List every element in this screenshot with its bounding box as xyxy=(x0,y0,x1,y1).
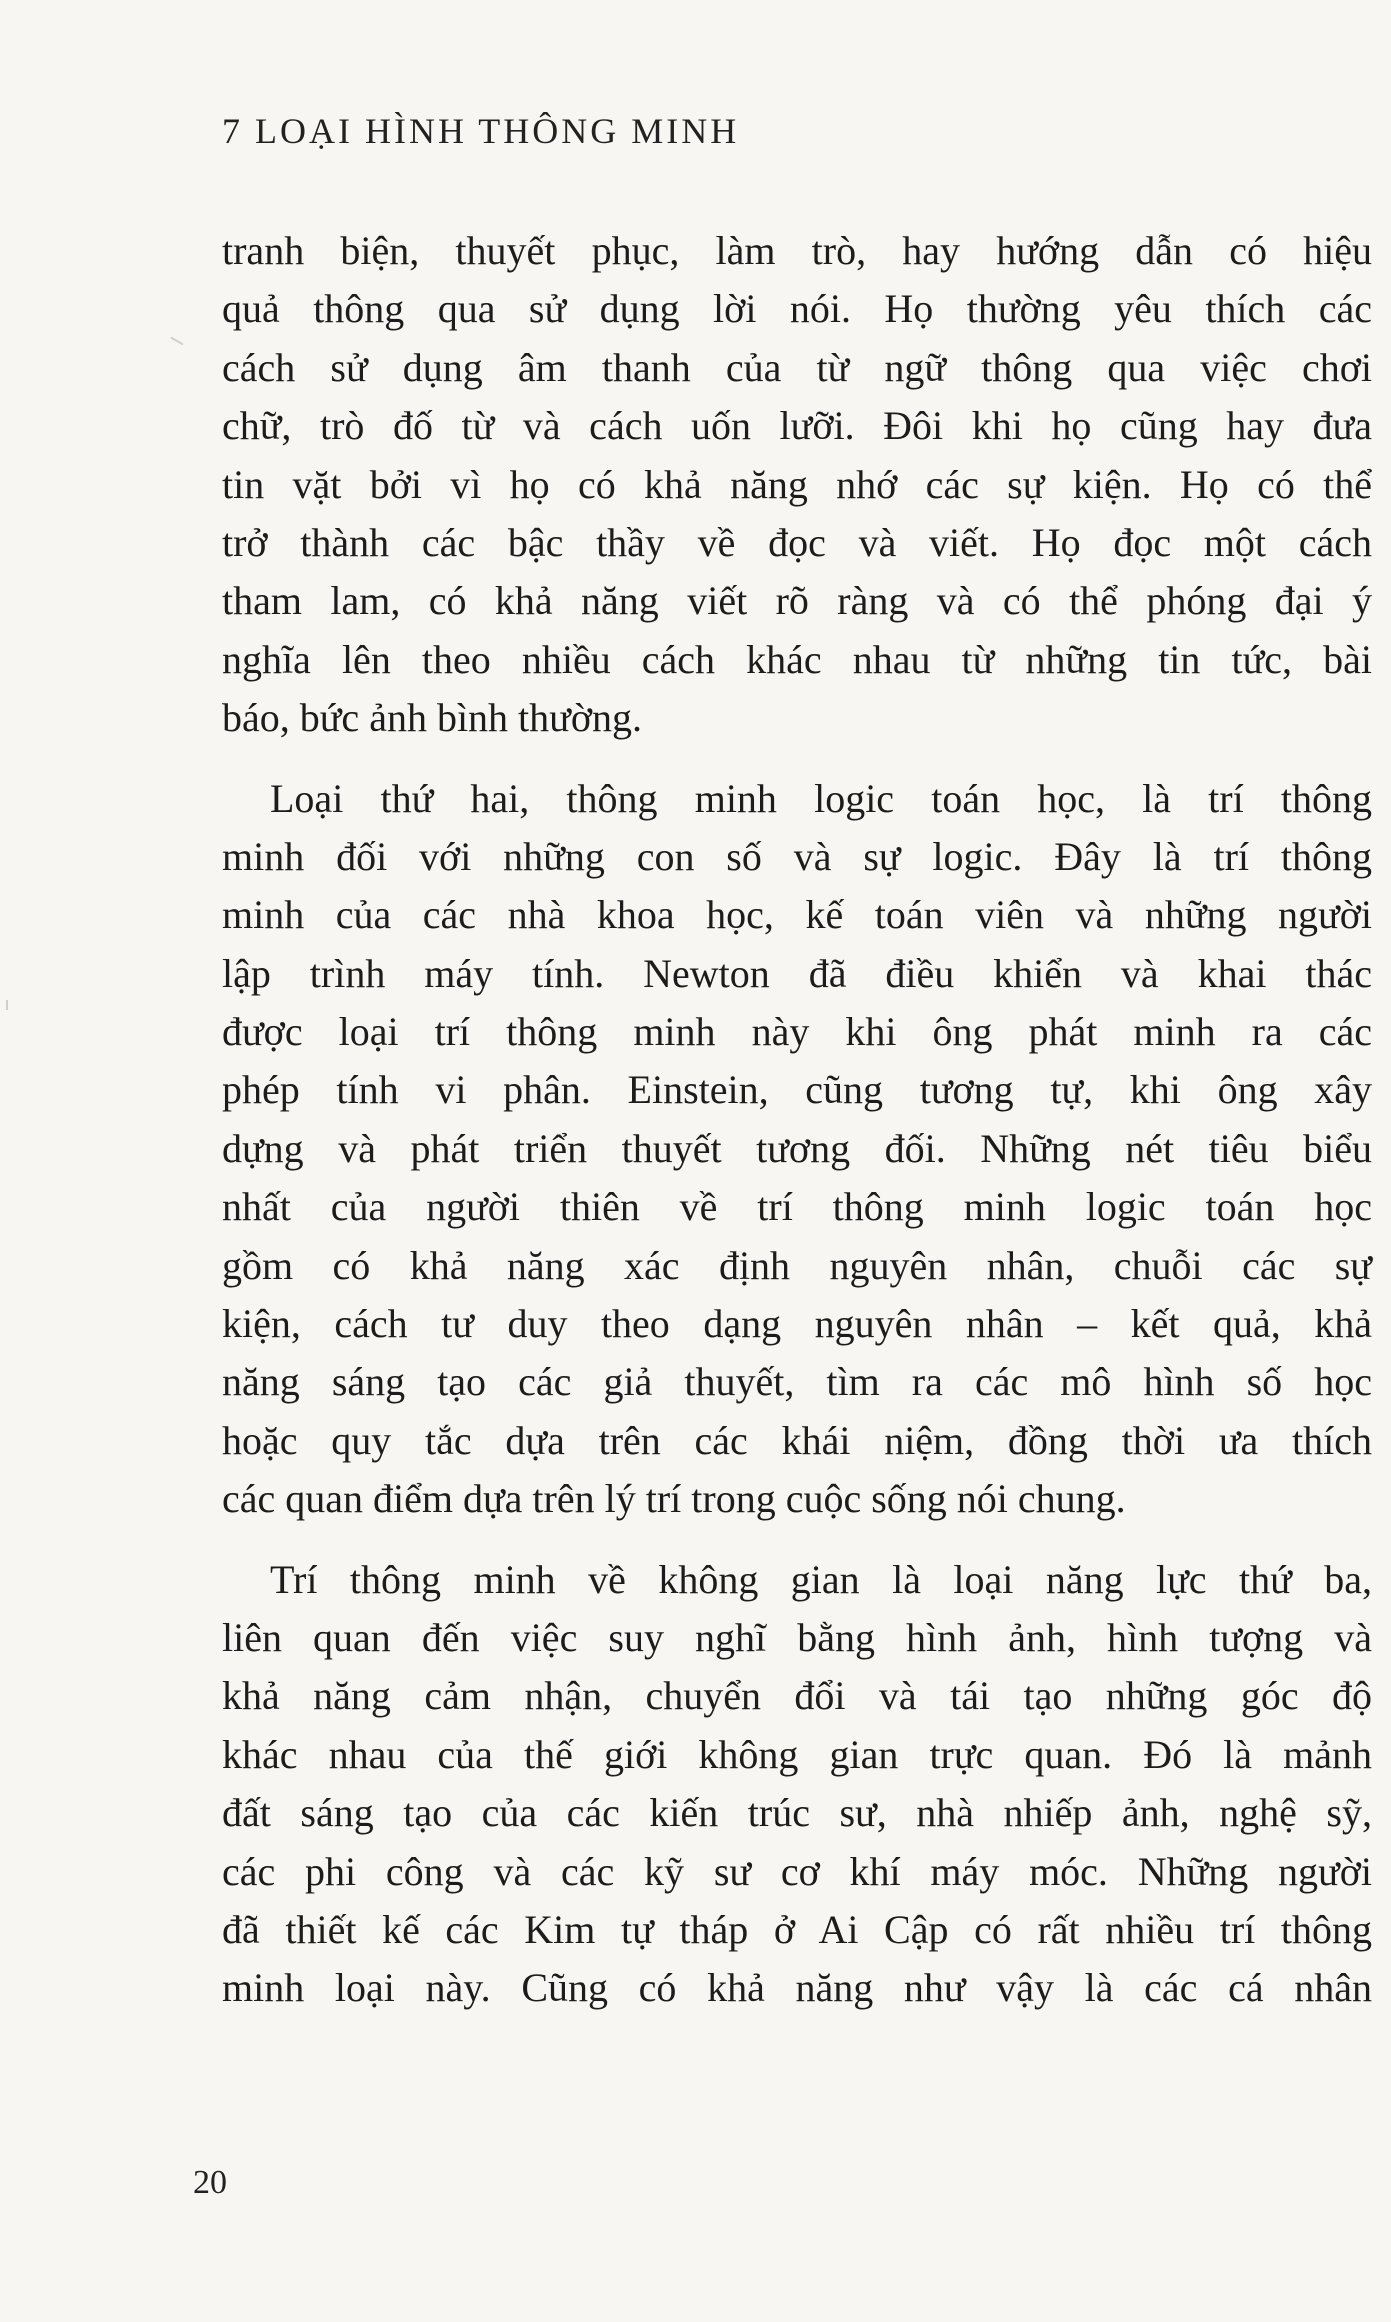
paragraph-3 xyxy=(222,1551,1372,2018)
text-line: gồm có khả năng xác định nguyên nhân, chuỗi các sự xyxy=(222,1242,1372,1288)
text-line: trở thành các bậc thầy về đọc và viết. Họ đọc một cách xyxy=(222,519,1372,565)
text-line: được loại trí thông minh này khi ông phát minh ra các xyxy=(222,1009,1372,1055)
text-line: minh loại này. Cũng có khả năng như vậy là các cá nhân xyxy=(222,1965,1372,2011)
text-line: khác nhau của thế giới không gian trực quan. Đó là mảnh xyxy=(222,1731,1372,1777)
paragraph-2 xyxy=(222,770,1372,1529)
scan-speck xyxy=(6,1000,8,1010)
text-line: đất sáng tạo của các kiến trúc sư, nhà nhiếp ảnh, nghệ sỹ, xyxy=(222,1790,1372,1836)
text-line: báo, bức ảnh bình thường. xyxy=(222,695,642,741)
text-line: Loại thứ hai, thông minh logic toán học, là trí thông xyxy=(270,775,1372,821)
text-line: quả thông qua sử dụng lời nói. Họ thường yêu thích các xyxy=(222,286,1372,332)
running-header: 7 LOẠI HÌNH THÔNG MINH xyxy=(222,111,740,151)
text-line: kiện, cách tư duy theo dạng nguyên nhân – kết quả, khả xyxy=(222,1301,1372,1347)
text-line: các phi công và các kỹ sư cơ khí máy móc. Những người xyxy=(222,1848,1372,1894)
text-line: năng sáng tạo các giả thuyết, tìm ra các mô hình số học xyxy=(222,1359,1372,1405)
text-line: nghĩa lên theo nhiều cách khác nhau từ những tin tức, bài xyxy=(222,636,1372,682)
body-text xyxy=(222,222,1372,2018)
page-number: 20 xyxy=(193,2164,227,2201)
text-line: các quan điểm dựa trên lý trí trong cuộc sống nói chung. xyxy=(222,1476,1126,1522)
text-line: tham lam, có khả năng viết rõ ràng và có thể phóng đại ý xyxy=(222,578,1372,624)
text-line: Trí thông minh về không gian là loại năng lực thứ ba, xyxy=(270,1556,1372,1602)
text-line: liên quan đến việc suy nghĩ bằng hình ảnh, hình tượng và xyxy=(222,1614,1372,1660)
text-line: tranh biện, thuyết phục, làm trò, hay hướng dẫn có hiệu xyxy=(222,228,1372,273)
text-line: phép tính vi phân. Einstein, cũng tương tự, khi ông xây xyxy=(222,1067,1372,1113)
text-line: dựng và phát triển thuyết tương đối. Những nét tiêu biểu xyxy=(222,1125,1372,1171)
text-line: hoặc quy tắc dựa trên các khái niệm, đồng thời ưa thích xyxy=(222,1417,1372,1463)
text-line: cách sử dụng âm thanh của từ ngữ thông qua việc chơi xyxy=(222,344,1372,390)
paragraph-1 xyxy=(222,222,1372,748)
text-line: đã thiết kế các Kim tự tháp ở Ai Cập có rất nhiều trí thông xyxy=(222,1906,1372,1952)
text-line: nhất của người thiên về trí thông minh logic toán học xyxy=(222,1184,1372,1230)
text-line: lập trình máy tính. Newton đã điều khiển và khai thác xyxy=(222,950,1372,996)
text-line: minh của các nhà khoa học, kế toán viên và những người xyxy=(222,892,1372,938)
text-line: chữ, trò đố từ và cách uốn lưỡi. Đôi khi họ cũng hay đưa xyxy=(222,403,1372,449)
text-line: tin vặt bởi vì họ có khả năng nhớ các sự kiện. Họ có thể xyxy=(222,461,1372,507)
scan-speck xyxy=(170,337,183,346)
text-line: minh đối với những con số và sự logic. Đây là trí thông xyxy=(222,833,1372,879)
text-line: khả năng cảm nhận, chuyển đổi và tái tạo những góc độ xyxy=(222,1673,1372,1719)
